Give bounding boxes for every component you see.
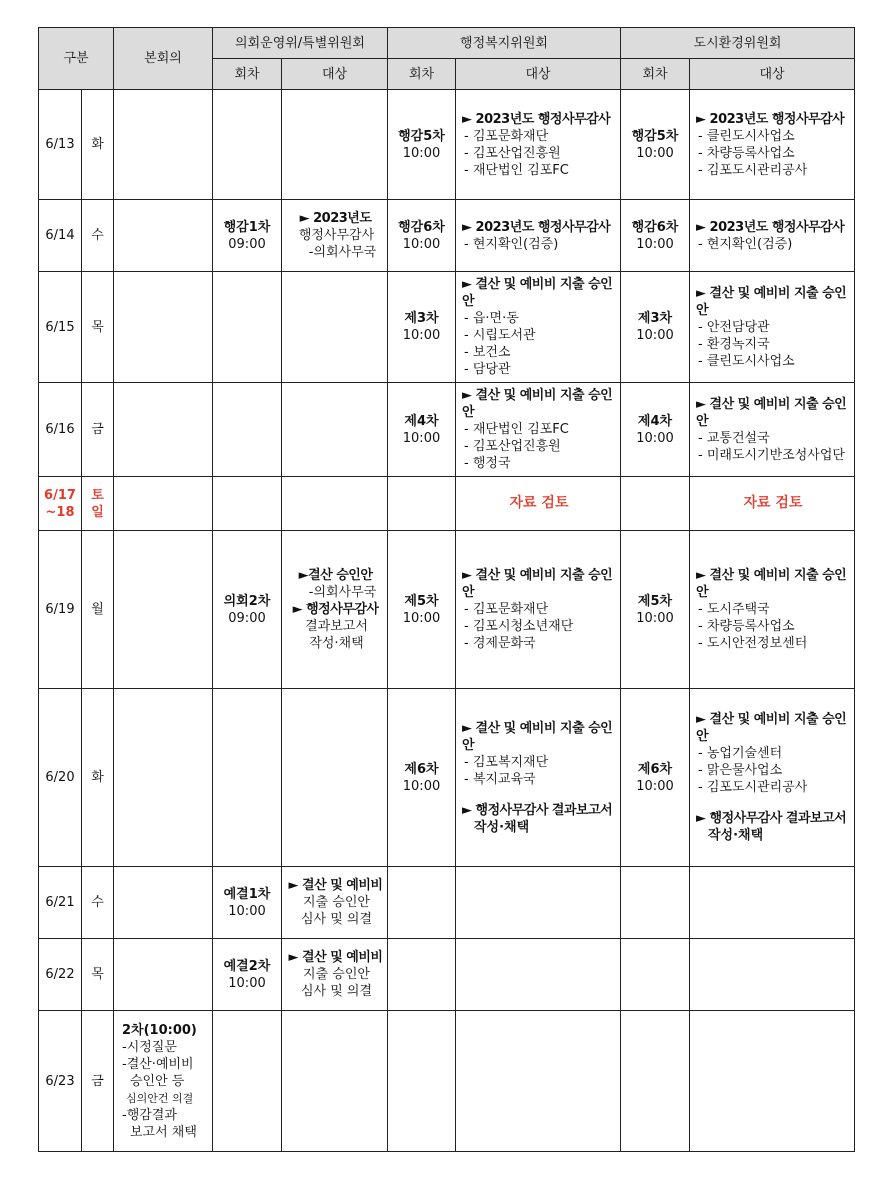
date-text: 6/17 bbox=[44, 487, 76, 503]
target-cell bbox=[690, 200, 855, 272]
target-heading: ► 2023년도 행정사무감사 bbox=[696, 111, 845, 127]
day-cell bbox=[82, 1011, 114, 1152]
target-item: - 김포문화재단 bbox=[464, 128, 549, 144]
plenary-cell bbox=[114, 383, 213, 477]
day-cell bbox=[82, 939, 114, 1011]
session-cell bbox=[621, 689, 690, 867]
target-cell bbox=[456, 383, 621, 477]
target-item: - 김포복지재단 bbox=[464, 754, 549, 770]
plenary-item: 심의안건 의결 bbox=[126, 1091, 194, 1105]
schedule-row bbox=[39, 477, 855, 531]
target-cell bbox=[282, 200, 388, 272]
target-cell bbox=[282, 531, 388, 689]
day-text: 금 bbox=[91, 1073, 104, 1089]
session-cell bbox=[213, 90, 282, 200]
session-label: 제4차 bbox=[637, 413, 673, 429]
target-heading: ► 2023년도 행정사무감사 bbox=[462, 219, 611, 235]
target-cell bbox=[456, 477, 621, 531]
schedule-row bbox=[39, 867, 855, 939]
session-cell bbox=[621, 272, 690, 383]
session-time: 10:00 bbox=[402, 430, 441, 446]
target-item: - 안전담당관 bbox=[698, 319, 770, 335]
session-time: 10:00 bbox=[402, 328, 441, 343]
target-item: - 담당관 bbox=[464, 362, 511, 377]
session-label: 행감5차 bbox=[631, 128, 679, 144]
date-cell bbox=[39, 383, 82, 477]
session-cell bbox=[213, 272, 282, 383]
session-cell bbox=[388, 689, 456, 867]
header-committee-steering: 의회운영위/특별위원회 bbox=[213, 28, 388, 59]
day-cell bbox=[82, 272, 114, 383]
plenary-item: 2차(10:00) bbox=[122, 1022, 197, 1038]
session-label: 제5차 bbox=[404, 593, 439, 609]
session-label: 제6차 bbox=[637, 761, 673, 777]
session-label: 행감6차 bbox=[398, 219, 445, 235]
session-cell bbox=[388, 200, 456, 272]
target-cell bbox=[282, 477, 388, 531]
date-text: ~18 bbox=[45, 504, 75, 520]
target-cell bbox=[690, 939, 855, 1011]
header-session: 회차 bbox=[388, 59, 456, 90]
date-cell bbox=[39, 200, 82, 272]
target-cell bbox=[690, 531, 855, 689]
day-text: 월 bbox=[91, 602, 104, 617]
session-cell bbox=[621, 1011, 690, 1152]
day-text: 금 bbox=[91, 422, 104, 437]
date-text: 6/13 bbox=[45, 137, 75, 152]
day-text: 목 bbox=[91, 967, 104, 982]
session-time: 10:00 bbox=[402, 778, 441, 794]
session-cell bbox=[213, 531, 282, 689]
schedule-row bbox=[39, 1011, 855, 1152]
day-cell bbox=[82, 867, 114, 939]
session-cell bbox=[388, 272, 456, 383]
target-item: - 차량등록사업소 bbox=[698, 619, 795, 634]
target-cell bbox=[282, 272, 388, 383]
target-cell bbox=[282, 689, 388, 867]
target-heading: ► 결산 및 예비비 지출 승인안 bbox=[696, 285, 847, 318]
day-cell bbox=[82, 477, 114, 531]
target-heading: ► 결산 및 예비비 지출 승인안 bbox=[462, 388, 613, 420]
session-cell bbox=[388, 383, 456, 477]
session-time: 09:00 bbox=[228, 236, 266, 252]
schedule-row bbox=[39, 200, 855, 272]
session-cell bbox=[213, 689, 282, 867]
target-item: - 읍·면·동 bbox=[464, 311, 519, 326]
target-heading: ► 결산 및 예비비 bbox=[288, 878, 383, 893]
session-time: 10:00 bbox=[636, 236, 674, 252]
day-text: 목 bbox=[91, 319, 104, 335]
day-text: 수 bbox=[91, 228, 104, 243]
target-heading: ► 2023년도 행정사무감사 bbox=[696, 219, 845, 235]
plenary-item: -결산·예비비 bbox=[122, 1056, 194, 1072]
session-cell bbox=[388, 1011, 456, 1152]
target-item: - 재단법인 김포FC bbox=[464, 162, 569, 178]
target-heading: ► 결산 및 예비비 지출 승인안 bbox=[696, 568, 847, 600]
target-item: - 농업기술센터 bbox=[698, 746, 783, 761]
date-text: 6/15 bbox=[45, 319, 75, 335]
target-item: - 클린도시사업소 bbox=[698, 353, 795, 369]
target-cell bbox=[282, 939, 388, 1011]
target-item: - 김포시청소년재단 bbox=[464, 619, 574, 634]
plenary-item: -시정질문 bbox=[122, 1039, 177, 1055]
session-time: 09:00 bbox=[228, 610, 266, 626]
target-item: - 현지확인(검증) bbox=[464, 236, 559, 252]
header-target: 대상 bbox=[456, 59, 621, 90]
session-label: 행감1차 bbox=[223, 219, 271, 235]
spacer bbox=[462, 788, 616, 802]
session-cell bbox=[621, 531, 690, 689]
target-item: 결과보고서 bbox=[305, 619, 368, 634]
date-cell bbox=[39, 939, 82, 1011]
target-item: - 보건소 bbox=[464, 345, 511, 360]
target-cell bbox=[282, 867, 388, 939]
header-gubun: 구분 bbox=[39, 28, 114, 90]
session-cell bbox=[388, 477, 456, 531]
target-heading: ► 결산 및 예비비 지출 승인안 bbox=[462, 277, 613, 309]
session-cell bbox=[388, 90, 456, 200]
header-plenary: 본회의 bbox=[114, 28, 213, 90]
target-cell bbox=[282, 383, 388, 477]
target-item: 작성·채택 bbox=[309, 636, 364, 651]
target-item: - 김포산업진흥원 bbox=[464, 439, 561, 454]
header-session: 회차 bbox=[621, 59, 690, 90]
day-text: 화 bbox=[91, 770, 104, 785]
review-note: 자료 검토 bbox=[509, 495, 569, 511]
target-cell bbox=[456, 531, 621, 689]
session-label: 제3차 bbox=[404, 311, 439, 326]
target-item: - 도시주택국 bbox=[698, 602, 770, 617]
session-cell bbox=[621, 939, 690, 1011]
target-cell bbox=[690, 477, 855, 531]
session-cell bbox=[213, 200, 282, 272]
target-cell bbox=[690, 867, 855, 939]
session-cell bbox=[621, 200, 690, 272]
target-cell bbox=[456, 200, 621, 272]
target-item: - 차량등록사업소 bbox=[698, 145, 795, 161]
target-cell bbox=[456, 90, 621, 200]
schedule-row bbox=[39, 383, 855, 477]
schedule-row bbox=[39, 689, 855, 867]
target-item: -의회사무국 bbox=[308, 585, 377, 600]
target-item: - 복지교육국 bbox=[464, 771, 536, 787]
target-item: - 환경녹지국 bbox=[698, 336, 770, 352]
session-time: 10:00 bbox=[636, 778, 674, 794]
session-cell bbox=[213, 477, 282, 531]
date-text: 6/19 bbox=[45, 602, 75, 617]
target-item: - 김포도시관리공사 bbox=[698, 780, 808, 795]
session-time: 10:00 bbox=[636, 430, 674, 446]
target-heading: ► 행정사무감사 결과보고서 bbox=[696, 811, 847, 826]
day-cell bbox=[82, 90, 114, 200]
session-time: 10:00 bbox=[402, 610, 441, 626]
session-time: 10:00 bbox=[636, 610, 674, 626]
plenary-cell bbox=[114, 867, 213, 939]
target-cell bbox=[690, 272, 855, 383]
session-label: 행감6차 bbox=[631, 219, 679, 235]
session-cell bbox=[621, 90, 690, 200]
target-cell bbox=[456, 272, 621, 383]
date-cell bbox=[39, 867, 82, 939]
target-item: - 도시안전정보센터 bbox=[698, 636, 808, 651]
target-item: - 김포산업진흥원 bbox=[464, 145, 561, 161]
target-item: - 행정국 bbox=[464, 456, 511, 471]
target-cell bbox=[282, 90, 388, 200]
session-cell bbox=[213, 939, 282, 1011]
plenary-cell bbox=[114, 200, 213, 272]
date-cell bbox=[39, 1011, 82, 1152]
session-label: 제5차 bbox=[637, 593, 673, 609]
header-session: 회차 bbox=[213, 59, 282, 90]
date-text: 6/20 bbox=[45, 770, 75, 785]
session-label: 행감5차 bbox=[398, 128, 445, 144]
session-cell bbox=[388, 531, 456, 689]
target-item: - 김포도시관리공사 bbox=[698, 162, 808, 178]
target-item: - 김포문화재단 bbox=[464, 602, 549, 617]
review-note: 자료 검토 bbox=[743, 495, 803, 511]
date-text: 6/14 bbox=[45, 228, 75, 243]
session-cell bbox=[621, 383, 690, 477]
target-cell bbox=[690, 90, 855, 200]
target-cell bbox=[282, 1011, 388, 1152]
date-text: 6/22 bbox=[45, 967, 75, 982]
session-label: 제3차 bbox=[637, 311, 673, 326]
date-cell bbox=[39, 531, 82, 689]
session-time: 10:00 bbox=[636, 328, 674, 343]
day-cell bbox=[82, 689, 114, 867]
day-cell bbox=[82, 200, 114, 272]
date-text: 6/21 bbox=[45, 895, 75, 910]
session-time: 10:00 bbox=[402, 236, 441, 252]
day-cell bbox=[82, 531, 114, 689]
target-cell bbox=[456, 1011, 621, 1152]
target-item: - 교통건설국 bbox=[698, 430, 770, 446]
target-item: 행정사무감사 bbox=[298, 228, 375, 243]
plenary-item: 보고서 채택 bbox=[130, 1124, 197, 1140]
day-text: 화 bbox=[91, 137, 104, 152]
session-label: 예결1차 bbox=[223, 886, 271, 902]
session-cell bbox=[213, 1011, 282, 1152]
target-heading: ► 결산 및 예비비 bbox=[288, 950, 383, 965]
target-cell bbox=[690, 689, 855, 867]
target-heading: ► 행정사무감사 결과보고서 bbox=[462, 802, 613, 818]
schedule-row bbox=[39, 272, 855, 383]
target-item: 심사 및 의결 bbox=[300, 912, 373, 927]
plenary-cell bbox=[114, 477, 213, 531]
target-heading: ► 행정사무감사 bbox=[292, 602, 379, 617]
session-cell bbox=[621, 477, 690, 531]
target-item: 지출 승인안 bbox=[303, 895, 370, 910]
session-time: 10:00 bbox=[636, 145, 674, 161]
header-committee-welfare: 행정복지위원회 bbox=[388, 28, 621, 59]
target-cell bbox=[690, 383, 855, 477]
target-cell bbox=[456, 939, 621, 1011]
target-item: 작성·채택 bbox=[708, 828, 764, 843]
target-item: - 맑은물사업소 bbox=[698, 763, 783, 778]
session-cell bbox=[621, 867, 690, 939]
session-cell bbox=[213, 867, 282, 939]
target-item: - 경제문화국 bbox=[464, 636, 536, 651]
target-cell bbox=[690, 1011, 855, 1152]
plenary-item: 승인안 등 bbox=[130, 1073, 185, 1089]
session-time: 10:00 bbox=[228, 975, 266, 991]
date-text: 6/16 bbox=[45, 422, 75, 437]
target-heading: ► 결산 및 예비비 지출 승인안 bbox=[696, 396, 847, 429]
session-time: 10:00 bbox=[402, 145, 441, 161]
session-label: 제4차 bbox=[404, 413, 439, 429]
day-text: 일 bbox=[91, 504, 104, 520]
target-item: 작성·채택 bbox=[474, 819, 530, 835]
target-heading: ► 2023년도 bbox=[299, 211, 372, 226]
target-cell bbox=[456, 867, 621, 939]
session-cell bbox=[213, 383, 282, 477]
target-item: 지출 승인안 bbox=[303, 967, 370, 982]
session-cell bbox=[388, 939, 456, 1011]
target-item: - 클린도시사업소 bbox=[698, 128, 795, 144]
date-text: 6/23 bbox=[45, 1073, 75, 1089]
plenary-cell bbox=[114, 90, 213, 200]
plenary-item: -행감결과 bbox=[122, 1107, 177, 1123]
target-heading: ► 2023년도 행정사무감사 bbox=[462, 111, 611, 127]
target-heading: ►결산 승인안 bbox=[298, 568, 373, 583]
session-cell bbox=[388, 867, 456, 939]
day-cell bbox=[82, 383, 114, 477]
target-item: - 재단법인 김포FC bbox=[464, 422, 569, 437]
target-item: - 현지확인(검증) bbox=[698, 236, 793, 252]
day-text: 토 bbox=[91, 487, 104, 503]
plenary-cell bbox=[114, 272, 213, 383]
target-item: - 미래도시기반조성사업단 bbox=[698, 447, 845, 463]
target-heading: ► 결산 및 예비비 지출 승인안 bbox=[462, 568, 613, 600]
plenary-cell bbox=[114, 689, 213, 867]
session-label: 예결2차 bbox=[223, 958, 271, 974]
schedule-row bbox=[39, 90, 855, 200]
schedule-row bbox=[39, 939, 855, 1011]
session-label: 의회2차 bbox=[223, 593, 271, 609]
date-cell bbox=[39, 477, 82, 531]
date-cell bbox=[39, 272, 82, 383]
date-cell bbox=[39, 90, 82, 200]
target-cell bbox=[456, 689, 621, 867]
schedule-table bbox=[38, 27, 855, 1152]
target-item: - 시립도서관 bbox=[464, 328, 536, 343]
target-item: 심사 및 의결 bbox=[300, 984, 373, 999]
plenary-cell bbox=[114, 939, 213, 1011]
day-text: 수 bbox=[91, 895, 104, 910]
session-time: 10:00 bbox=[228, 903, 266, 919]
target-heading: ► 결산 및 예비비 지출 승인안 bbox=[462, 720, 613, 753]
target-item: -의회사무국 bbox=[308, 245, 377, 260]
header-target: 대상 bbox=[282, 59, 388, 90]
plenary-cell bbox=[114, 531, 213, 689]
spacer bbox=[696, 796, 850, 810]
session-label: 제6차 bbox=[404, 761, 439, 777]
plenary-cell bbox=[114, 1011, 213, 1152]
target-heading: ► 결산 및 예비비 지출 승인안 bbox=[696, 712, 847, 744]
schedule-row bbox=[39, 531, 855, 689]
header-target: 대상 bbox=[690, 59, 855, 90]
date-cell bbox=[39, 689, 82, 867]
header-committee-environment: 도시환경위원회 bbox=[621, 28, 855, 59]
